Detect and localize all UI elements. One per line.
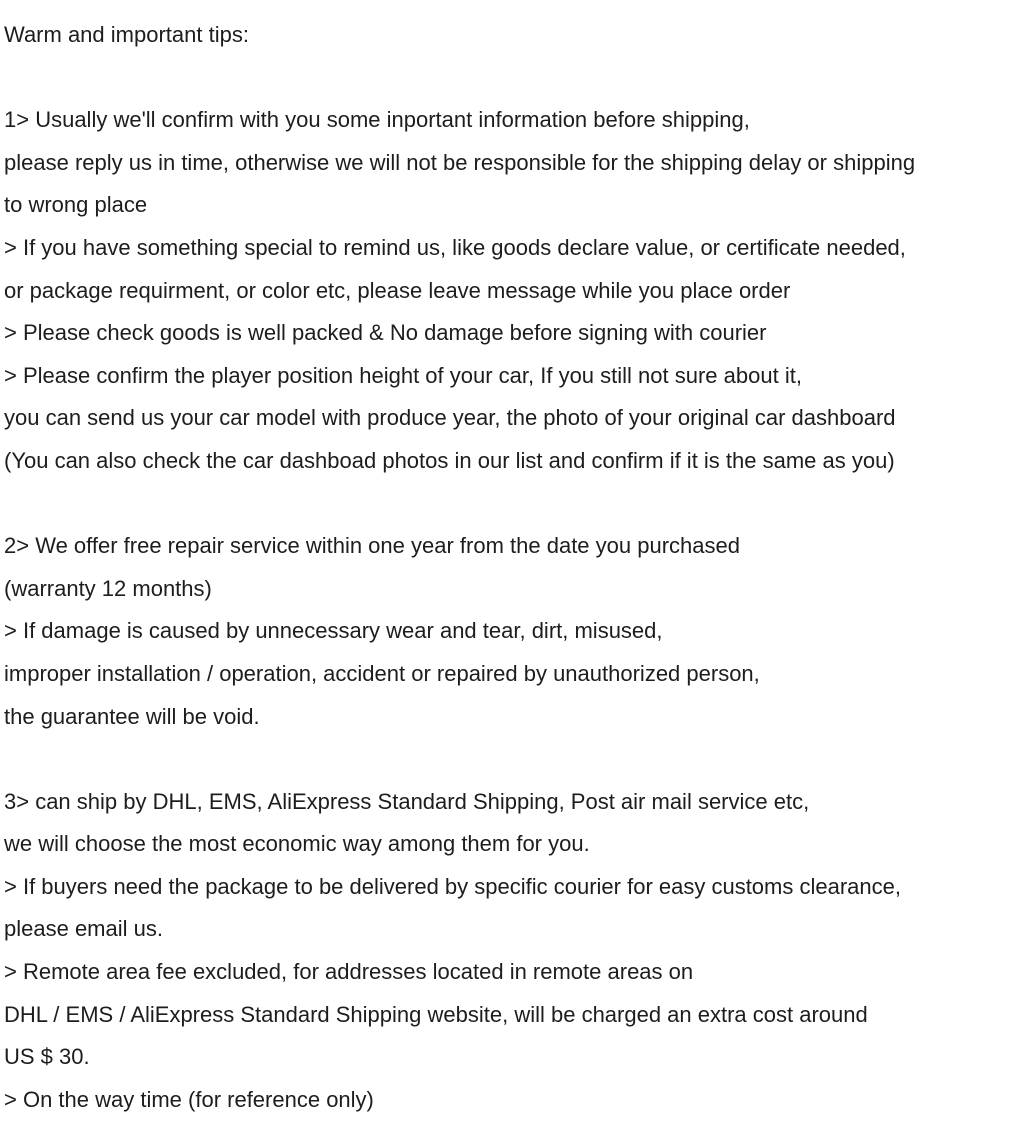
section1-line-3: to wrong place — [4, 192, 148, 218]
section1-line-7: > Please confirm the player position height of your car, If you still not sure about it, — [4, 362, 802, 388]
section-confirmation — [4, 99, 1024, 482]
section1-line-6: > Please check goods is well packed & No damage before signing with courier — [4, 320, 767, 346]
spacer — [4, 738, 1024, 781]
section2-line-3: > If damage is caused by unnecessary wear and tear, dirt, misused, — [4, 618, 663, 644]
section3-line-6: DHL / EMS / AliExpress Standard Shipping website, will be charged an extra cost around — [4, 1001, 868, 1027]
tips-heading: Warm and important tips: — [4, 22, 249, 47]
spacer — [4, 483, 1024, 526]
spacer — [4, 57, 1024, 100]
section1-line-8: you can send us your car model with produce year, the photo of your original car dashboard — [4, 405, 896, 431]
section3-line-3: > If buyers need the package to be delivered by specific courier for easy customs clearance, — [4, 873, 901, 899]
section1-line-1: 1> Usually we'll confirm with you some inportant information before shipping, — [4, 107, 750, 133]
section3-line-2: we will choose the most economic way among them for you. — [4, 831, 590, 857]
section1-line-2: please reply us in time, otherwise we will not be responsible for the shipping delay or shipping — [4, 149, 916, 175]
section3-line-4: please email us. — [4, 916, 163, 942]
section1-line-9: (You can also check the car dashboad photos in our list and confirm if it is the same as you) — [4, 447, 895, 473]
section2-line-2: (warranty 12 months) — [4, 575, 212, 601]
section2-line-1: 2> We offer free repair service within one year from the date you purchased — [4, 533, 740, 559]
section1-line-5: or package requirment, or color etc, please leave message while you place order — [4, 277, 791, 303]
section2-line-5: the guarantee will be void. — [4, 703, 260, 729]
section-shipping — [4, 781, 1024, 1122]
section3-line-7: US $ 30. — [4, 1044, 90, 1070]
section1-line-4: > If you have something special to remind us, like goods declare value, or certificate needed, — [4, 234, 906, 260]
section2-line-4: improper installation / operation, accident or repaired by unauthorized person, — [4, 660, 760, 686]
section-warranty — [4, 525, 1024, 738]
section3-line-1: 3> can ship by DHL, EMS, AliExpress Standard Shipping, Post air mail service etc, — [4, 788, 810, 814]
section3-line-8: > On the way time (for reference only) — [4, 1086, 374, 1112]
section3-line-5: > Remote area fee excluded, for addresses located in remote areas on — [4, 959, 694, 985]
